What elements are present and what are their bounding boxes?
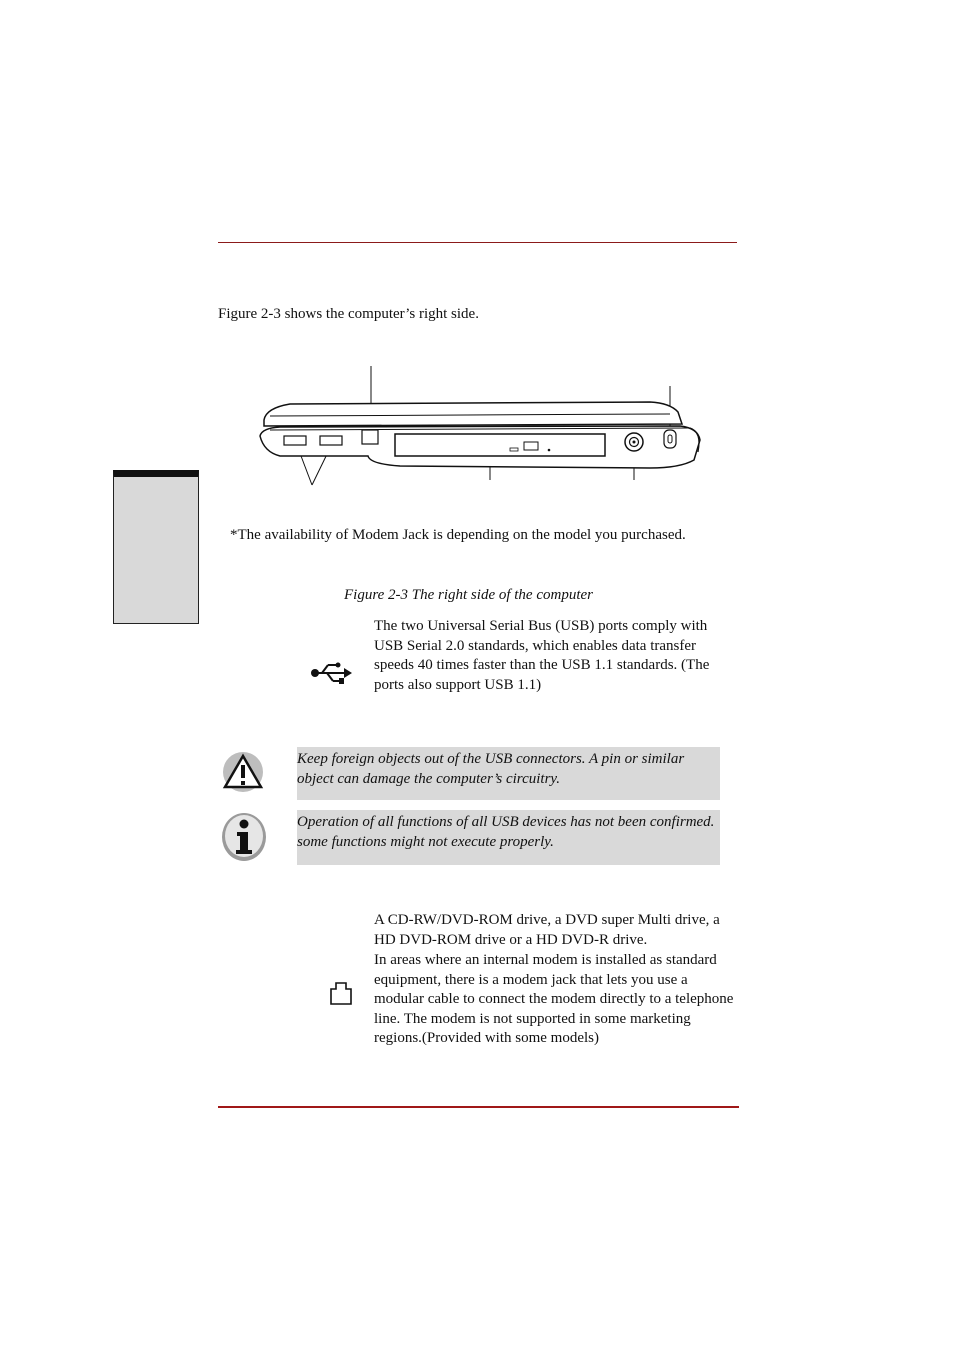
optical-drive-emergency-hole xyxy=(548,449,551,452)
footer-rule xyxy=(218,1106,739,1108)
optical-drive-eject-button xyxy=(524,442,538,450)
modem-jack-port xyxy=(362,430,378,444)
info-callout xyxy=(297,810,720,865)
modem-availability-note: *The availability of Modem Jack is depending on the model you purchased. xyxy=(230,527,686,543)
figure-caption: Figure 2-3 The right side of the computer xyxy=(344,587,593,603)
modem-jack-description: In areas where an internal modem is installed as standard equipment, there is a modem jack that lets you use a modular cable to connect the modem directly to a telephone line. The modem is not supported in some marketing regions.(Provided with some models) xyxy=(374,952,734,1046)
intro-text: Figure 2-3 shows the computer’s right side. xyxy=(218,306,479,322)
chapter-side-tab xyxy=(113,470,199,624)
usb-port-2 xyxy=(320,436,342,445)
info-text: Operation of all functions of all USB devices has not been confirmed. some functions might not execute properly. xyxy=(297,814,715,850)
optical-drive xyxy=(395,434,605,456)
warning-icon xyxy=(221,751,265,793)
optical-drive-led xyxy=(510,448,518,451)
usb-description: The two Universal Serial Bus (USB) ports comply with USB Serial 2.0 standards, which enables data transfer speeds 40 times faster than the USB 1.1 standards. (The ports also support USB 1.1) xyxy=(374,618,710,693)
warning-callout xyxy=(297,747,720,800)
header-rule xyxy=(218,242,737,243)
usb-port-1 xyxy=(284,436,306,445)
laptop-right-side-figure xyxy=(250,360,720,490)
usb-icon xyxy=(310,660,354,686)
modem-jack-icon xyxy=(329,980,353,1006)
info-icon xyxy=(221,812,267,862)
optical-drive-description: A CD-RW/DVD-ROM drive, a DVD super Multi drive, a HD DVD-ROM drive or a HD DVD-R drive. xyxy=(374,912,720,948)
warning-text: Keep foreign objects out of the USB connectors. A pin or similar object can damage the computer’s circuitry. xyxy=(297,751,685,787)
